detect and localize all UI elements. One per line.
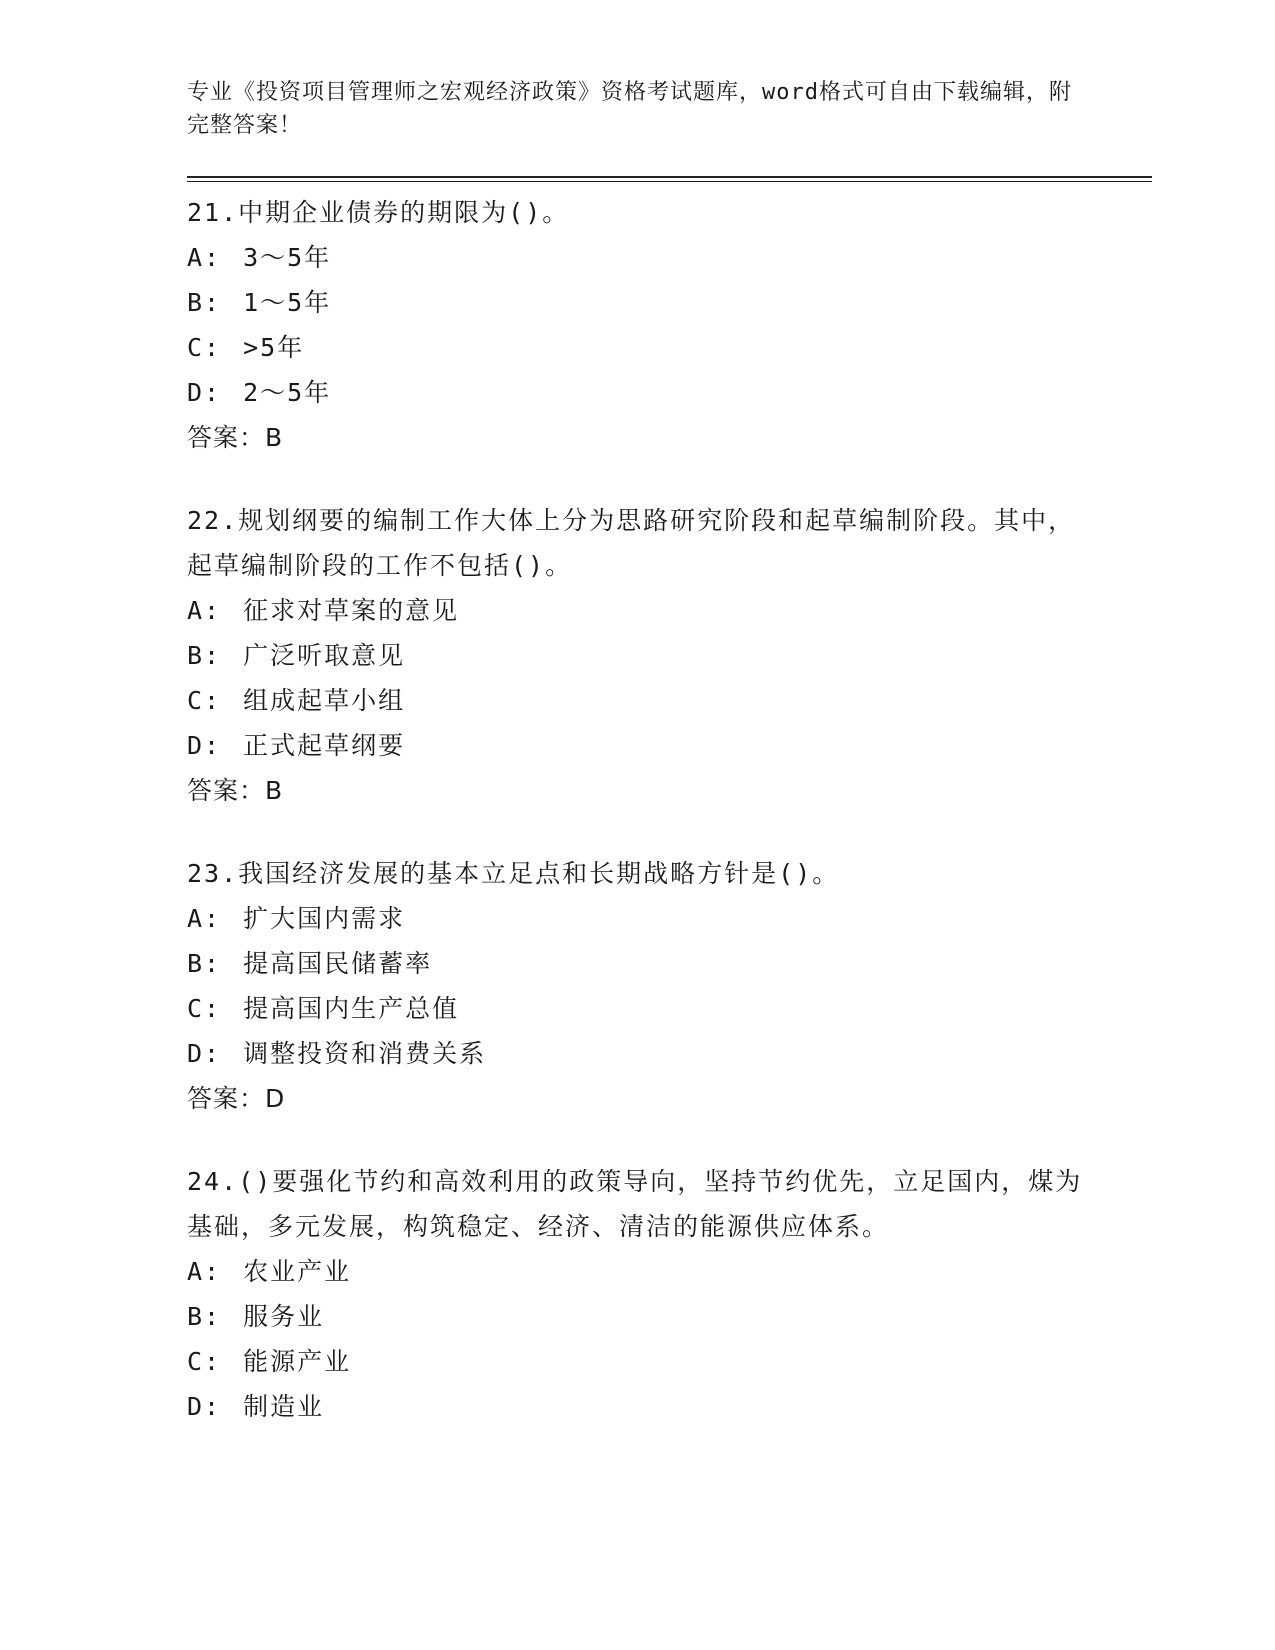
answer-line: 答案：D [187,1084,286,1113]
option-b [187,1294,1087,1339]
option-label: C: [187,994,222,1023]
option-label: C: [187,333,222,362]
question-23 [187,851,1087,1121]
answer-line: 答案：B [187,776,284,805]
option-b [187,280,1087,325]
option-text: 组成起草小组 [243,686,406,715]
option-text: 扩大国内需求 [243,904,406,933]
option-text: 正式起草纲要 [243,731,406,760]
option-label: A: [187,243,222,272]
option-label: A: [187,1257,222,1286]
option-text: 提高国内生产总值 [243,994,460,1023]
option-text: >5年 [243,333,305,362]
option-label: C: [187,686,222,715]
option-label: B: [187,1302,222,1331]
option-label: D: [187,1392,222,1421]
question-text: 23.我国经济发展的基本立足点和长期战略方针是()。 [187,859,840,888]
header-divider-thick [187,176,1152,178]
option-text: 广泛听取意见 [243,641,406,670]
option-text: 农业产业 [243,1257,352,1286]
option-label: D: [187,731,222,760]
option-c [187,678,1087,723]
option-label: B: [187,949,222,978]
option-label: B: [187,288,222,317]
option-text: 能源产业 [243,1347,352,1376]
question-22 [187,498,1087,813]
option-label: A: [187,596,222,625]
question-text: 24.()要强化节约和高效利用的政策导向，坚持节约优先，立足国内，煤为基础，多元发展，构筑稳定、经济、清洁的能源供应体系。 [187,1167,1083,1241]
option-label: C: [187,1347,222,1376]
option-text: 2～5年 [243,378,332,407]
header-divider-thin [187,181,1152,182]
answer-line: 答案：B [187,423,284,452]
option-label: A: [187,904,222,933]
question-21 [187,190,1087,460]
option-c [187,1339,1087,1384]
option-d [187,1384,1087,1429]
option-c [187,325,1087,370]
option-text: 调整投资和消费关系 [243,1039,487,1068]
option-label: D: [187,1039,222,1068]
option-text: 制造业 [243,1392,325,1421]
option-c [187,986,1087,1031]
question-list [187,190,1087,1429]
option-a [187,235,1087,280]
option-text: 提高国民储蓄率 [243,949,433,978]
option-d [187,1031,1087,1076]
option-label: D: [187,378,222,407]
option-text: 征求对草案的意见 [243,596,460,625]
option-d [187,370,1087,415]
option-text: 3～5年 [243,243,332,272]
option-a [187,896,1087,941]
option-b [187,941,1087,986]
option-text: 1～5年 [243,288,332,317]
question-24 [187,1159,1087,1429]
option-b [187,633,1087,678]
question-text: 22.规划纲要的编制工作大体上分为思路研究阶段和起草编制阶段。其中，起草编制阶段的工作不包括()。 [187,506,1076,580]
option-a [187,1249,1087,1294]
option-label: B: [187,641,222,670]
option-d [187,723,1087,768]
document-header: 专业《投资项目管理师之宏观经济政策》资格考试题库，word格式可自由下载编辑，附完整答案！ [187,80,1072,138]
option-text: 服务业 [243,1302,325,1331]
option-a [187,588,1087,633]
question-text: 21.中期企业债券的期限为()。 [187,198,570,227]
